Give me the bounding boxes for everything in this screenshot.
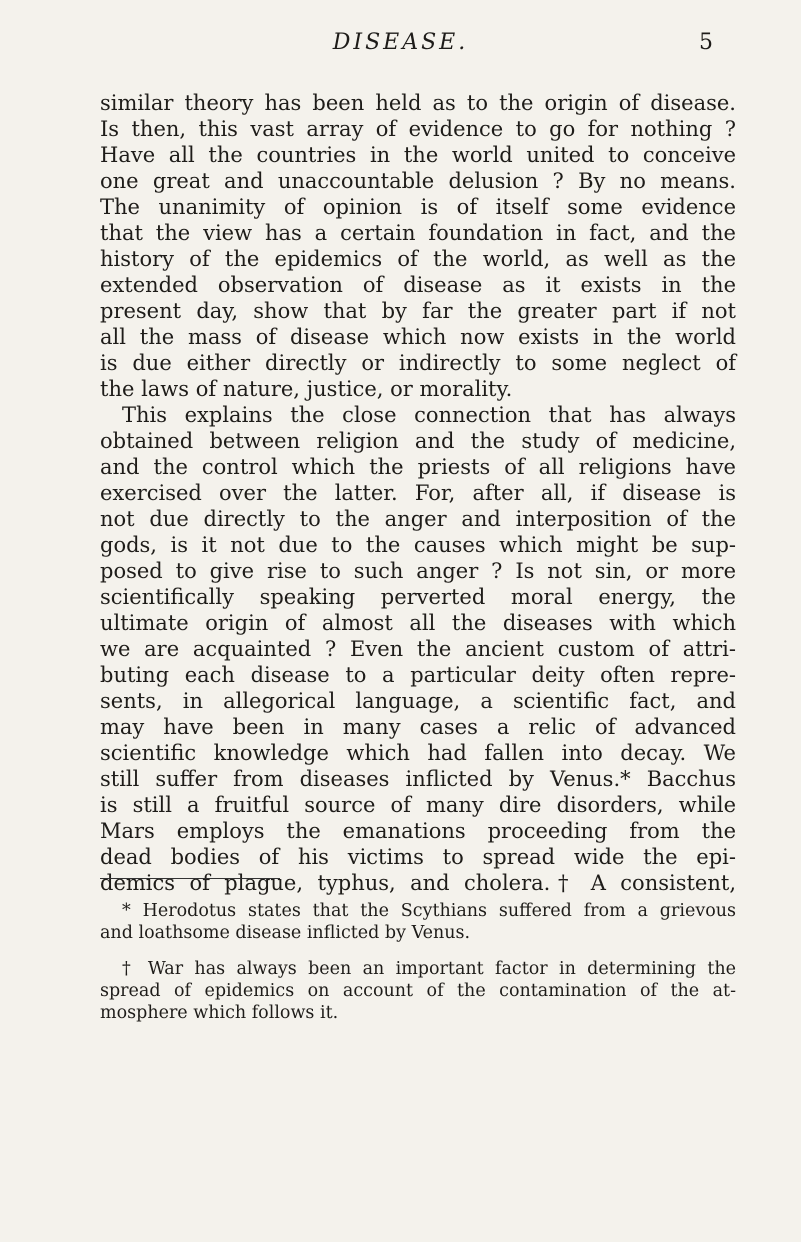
text-line: dead bodies of his victims to spread wide the epi- bbox=[100, 845, 736, 869]
text-line: scientific knowledge which had fallen into decay. We bbox=[100, 741, 736, 765]
text-line: may have been in many cases a relic of advanced bbox=[100, 715, 736, 739]
text-line: scientifically speaking perverted moral energy, the bbox=[100, 585, 736, 609]
text-line: all the mass of disease which now exists in the world bbox=[100, 325, 736, 349]
footnote-line: spread of epidemics on account of the contamination of the at- bbox=[100, 981, 736, 1001]
page-header bbox=[0, 30, 801, 70]
paragraph-1 bbox=[100, 90, 736, 402]
text-line: Is then, this vast array of evidence to go for nothing ? bbox=[100, 117, 736, 141]
text-line: posed to give rise to such anger ? Is not sin, or more bbox=[100, 559, 736, 583]
text-line: demics of plague, typhus, and cholera.† A consistent, bbox=[100, 871, 736, 895]
text-line: buting each disease to a particular deity often repre- bbox=[100, 663, 736, 687]
paragraph-2 bbox=[100, 402, 736, 896]
text-line: exercised over the latter. For, after all, if disease is bbox=[100, 481, 736, 505]
text-line: and the control which the priests of all religions have bbox=[100, 455, 736, 479]
text-line: is still a fruitful source of many dire disorders, while bbox=[100, 793, 736, 817]
footnote-line: * Herodotus states that the Scythians suffered from a grievous bbox=[122, 901, 736, 921]
text-line: is due either directly or indirectly to some neglect of bbox=[100, 351, 736, 375]
footnote-venus bbox=[100, 900, 736, 944]
footnote-line: † War has always been an important factor in determining the bbox=[122, 959, 736, 979]
text-line: we are acquainted ? Even the ancient custom of attri- bbox=[100, 637, 736, 661]
text-line: sents, in allegorical language, a scientific fact, and bbox=[100, 689, 736, 713]
footnotes bbox=[100, 900, 736, 1024]
text-line: Mars employs the emanations proceeding from the bbox=[100, 819, 736, 843]
text-line: that the view has a certain foundation in fact, and the bbox=[100, 221, 736, 245]
text-line: still suffer from diseases inflicted by Venus.* Bacchus bbox=[100, 767, 736, 791]
footnote-line: and loathsome disease inflicted by Venus. bbox=[100, 923, 471, 943]
text-line: The unanimity of opinion is of itself some evidence bbox=[100, 195, 736, 219]
text-line: ultimate origin of almost all the diseases with which bbox=[100, 611, 736, 635]
text-line: extended observation of disease as it exists in the bbox=[100, 273, 736, 297]
page-number: 5 bbox=[699, 30, 713, 55]
text-line: similar theory has been held as to the origin of disease. bbox=[100, 91, 736, 115]
main-text bbox=[100, 90, 736, 896]
text-line: present day, show that by far the greater part if not bbox=[100, 299, 736, 323]
footnote-rule bbox=[100, 878, 280, 879]
text-line: Have all the countries in the world united to conceive bbox=[100, 143, 736, 167]
running-head: DISEASE. bbox=[332, 30, 469, 55]
text-line: gods, is it not due to the causes which might be sup- bbox=[100, 533, 736, 557]
footnote-line: mosphere which follows it. bbox=[100, 1003, 339, 1023]
text-line: the laws of nature, justice, or morality. bbox=[100, 377, 513, 401]
text-line: obtained between religion and the study of medicine, bbox=[100, 429, 736, 453]
text-line: not due directly to the anger and interposition of the bbox=[100, 507, 736, 531]
text-line: This explains the close connection that has always bbox=[122, 403, 736, 427]
text-line: history of the epidemics of the world, as well as the bbox=[100, 247, 736, 271]
footnote-war bbox=[100, 958, 736, 1024]
text-line: one great and unaccountable delusion ? By no means. bbox=[100, 169, 736, 193]
